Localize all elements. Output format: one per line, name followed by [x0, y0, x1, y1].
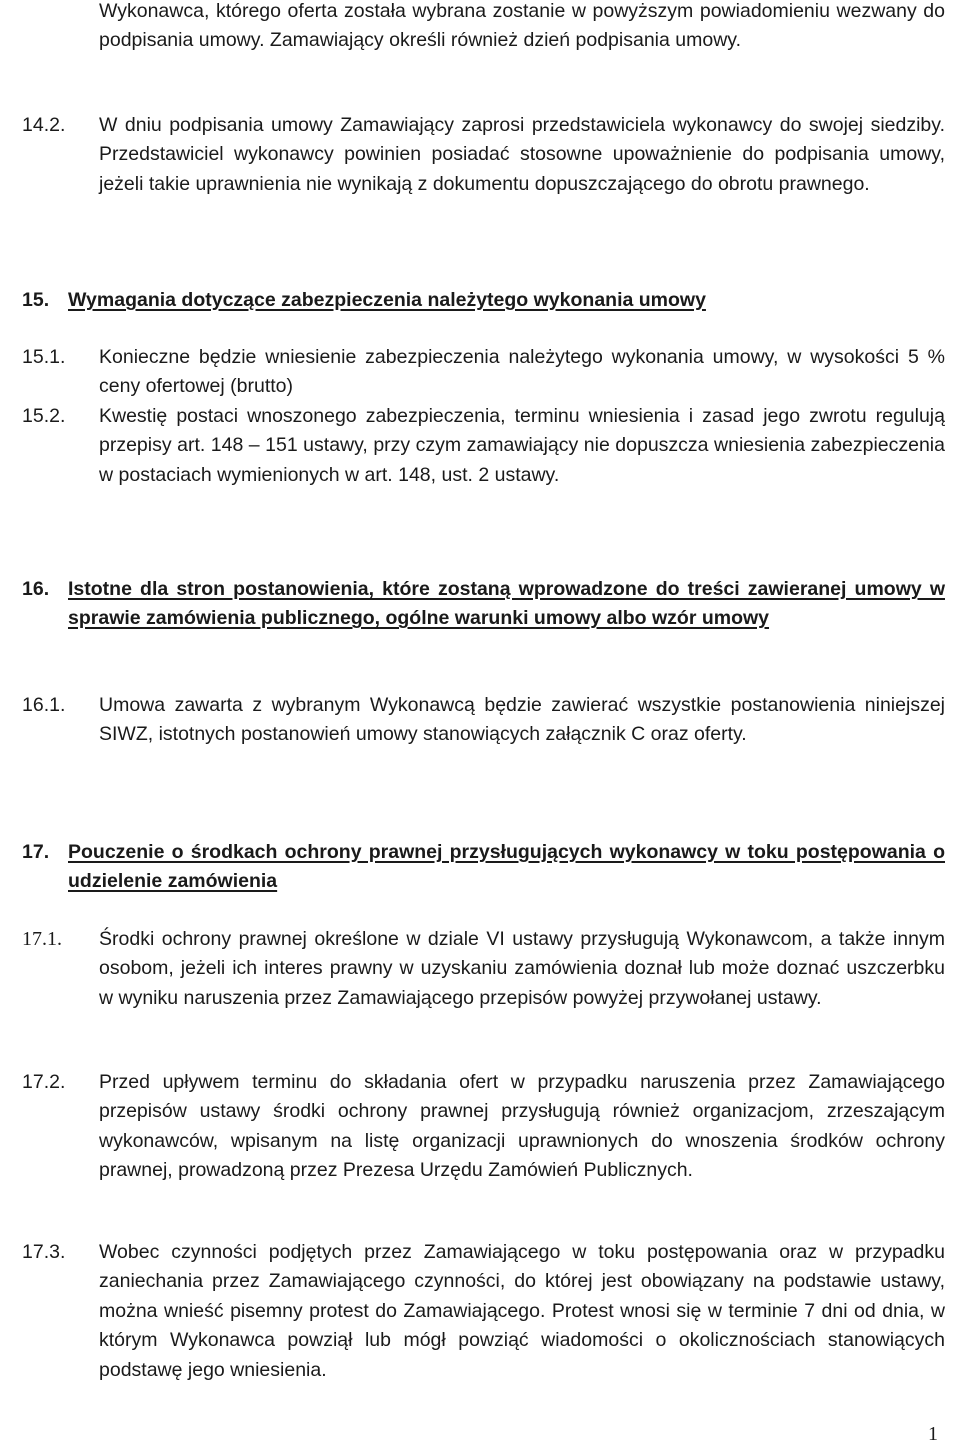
- section-15-title: Wymagania dotyczące zabezpieczenia należytego wykonania umowy: [68, 289, 706, 311]
- item-15-2-text: Kwestię postaci wnoszonego zabezpieczenia, terminu wniesienia i zasad jego zwrotu regulują przepisy art. 148 – 151 ustawy, przy czym zamawiający nie dopuszcza wniesienia zabezpieczenia w postaciach wymienionych w art. 148, ust. 2 ustawy.: [99, 405, 945, 486]
- intro-paragraph: Wykonawca, którego oferta została wybrana zostanie w powyższym powiadomieniu wezwany do podpisania umowy. Zamawiający określi również dzień podpisania umowy.: [99, 0, 945, 52]
- section-16-number: 16.: [22, 578, 50, 600]
- section-15-number: 15.: [22, 289, 50, 311]
- item-17-3-number: 17.3.: [22, 1241, 66, 1263]
- page-number: 1: [928, 1423, 938, 1445]
- item-16-1-number: 16.1.: [22, 694, 66, 716]
- item-16-1-text: Umowa zawarta z wybranym Wykonawcą będzie zawierać wszystkie postanowienia niniejszej SIWZ, istotnych postanowień umowy stanowiących załącznik C oraz oferty.: [99, 694, 945, 746]
- item-17-2-number: 17.2.: [22, 1071, 66, 1093]
- section-17-title: Pouczenie o środkach ochrony prawnej przysługujących wykonawcy w toku postępowania o udzielenie zamówienia: [68, 841, 945, 893]
- item-17-2-text: Przed upływem terminu do składania ofert w przypadku naruszenia przez Zamawiającego przepisów ustawy środki ochrony prawnej przysługują również organizacjom, zrzeszającym wykonawców, wpisanym na listę organizacji uprawnionych do wnoszenia środków ochrony prawnej, prowadzoną przez Prezesa Urzędu Zamówień Publicznych.: [99, 1071, 945, 1182]
- item-17-1-text: Środki ochrony prawnej określone w dziale VI ustawy przysługują Wykonawcom, a także innym osobom, jeżeli ich interes prawny w uzyskaniu zamówienia doznał lub może doznać uszczerbku w wyniku naruszenia przez Zamawiającego przepisów powyżej przywołanej ustawy.: [99, 928, 945, 1009]
- item-17-1-number: 17.1.: [22, 928, 62, 950]
- item-15-2-number: 15.2.: [22, 405, 66, 427]
- item-17-3-text: Wobec czynności podjętych przez Zamawiającego w toku postępowania oraz w przypadku zaniechania przez Zamawiającego czynności, do której jest obowiązany na podstawie ustawy, można wnieść pisemny protest do Zamawiającego. Protest wnosi się w terminie 7 dni od dnia, w którym Wykonawca powziął lub mógł powziąć wiadomości o okolicznościach stanowiących podstawę jego wniesienia.: [99, 1241, 945, 1381]
- section-17-number: 17.: [22, 841, 50, 863]
- section-16-title: Istotne dla stron postanowienia, które zostaną wprowadzone do treści zawieranej umowy w sprawie zamówienia publicznego, ogólne warunki umowy albo wzór umowy: [68, 578, 945, 630]
- item-15-1-number: 15.1.: [22, 346, 66, 368]
- item-14-2-text: W dniu podpisania umowy Zamawiający zaprosi przedstawiciela wykonawcy do swojej siedziby. Przedstawiciel wykonawcy powinien posiadać stosowne upoważnienie do podpisania umowy, jeżeli takie uprawnienia nie wynikają z dokumentu dopuszczającego do obrotu prawnego.: [99, 114, 945, 195]
- item-15-1-text: Konieczne będzie wniesienie zabezpieczenia należytego wykonania umowy, w wysokości 5 % ceny ofertowej (brutto): [99, 346, 945, 398]
- item-14-2-number: 14.2.: [22, 114, 66, 136]
